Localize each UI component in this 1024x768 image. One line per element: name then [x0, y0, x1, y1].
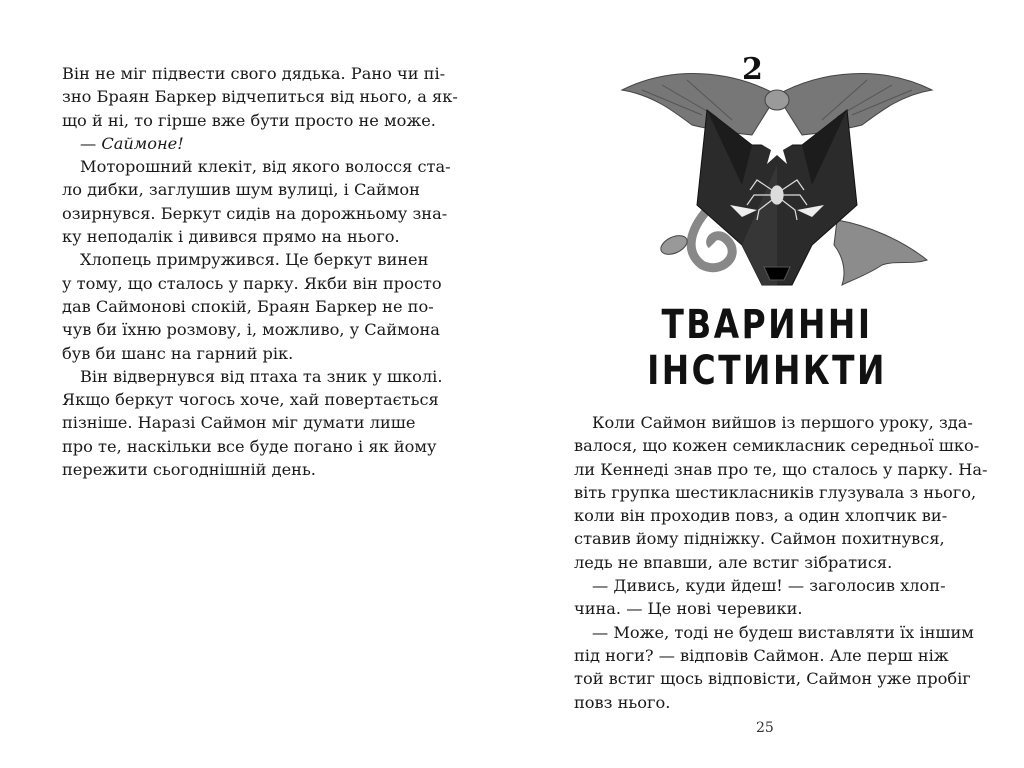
text-line: Хлопець примружився. Це беркут винен: [80, 250, 429, 270]
text-line: ку неподалік і дивився прямо на нього.: [62, 227, 400, 247]
text-line: був би шанс на гарний рік.: [62, 343, 294, 363]
text-line: ло дибки, заглушив шум вулиці, і Саймон: [62, 180, 420, 200]
text-line: ли Кеннеді знав про те, що сталось у парку. На-: [574, 459, 988, 479]
text-line: Коли Саймон вийшов із першого уроку, зда-: [592, 413, 973, 432]
chapter-title-line: ІНСТИНКТИ: [647, 348, 887, 394]
dolphin-icon: [834, 220, 927, 285]
chapter-title-line: ТВАРИННІ: [661, 302, 873, 348]
dialogue-italic: Саймоне!: [101, 133, 184, 153]
text-line: — Дивись, куди йдеш! — заголосив хлоп-: [592, 576, 946, 596]
chapter-title: [607, 302, 927, 394]
page-number: 25: [756, 720, 774, 736]
text-line: валося, що кожен семикласник середньої шко-: [574, 436, 980, 456]
text-line: той встиг щось відповісти, Саймон уже пробіг: [574, 669, 971, 689]
text-line: у тому, що сталось у парку. Якби він просто: [62, 273, 442, 293]
chapter-number: 2: [742, 52, 763, 87]
text-line: пережити сьогоднішній день.: [62, 460, 316, 480]
dialogue-dash: —: [80, 133, 102, 153]
text-line: коли він проходив повз, а один хлопчик ви-: [574, 506, 948, 526]
left-page-text: [62, 62, 458, 481]
text-line: під ноги? — відповів Саймон. Але перш ніж: [574, 645, 949, 665]
text-line: віть групка шестикласників глузувала з нього,: [574, 482, 977, 502]
text-line: Він відвернувся від птаха та зник у школі.: [80, 366, 443, 386]
text-line: чина. — Це нові черевики.: [574, 599, 803, 619]
wolf-eagle-snake-dolphin-emblem: [612, 55, 942, 290]
text-line: повз нього.: [574, 692, 671, 712]
text-line: дав Саймонові спокій, Браян Баркер не по-: [62, 296, 434, 316]
text-line: Моторошний клекіт, від якого волосся ста-: [80, 157, 451, 177]
text-line: ледь не впавши, але встиг зібратися.: [574, 552, 893, 572]
text-line: що й ні, то гірше вже бути просто не може.: [62, 110, 436, 130]
text-line: Він не міг підвести свого дядька. Рано чи пі-: [62, 64, 446, 83]
text-line: про те, наскільки все буде погано і як йому: [62, 436, 437, 456]
text-line: озирнувся. Беркут сидів на дорожньому зна-: [62, 203, 448, 223]
text-line: — Може, тоді не будеш виставляти їх іншим: [592, 622, 974, 642]
text-line: Якщо беркут чогось хоче, хай повертається: [62, 390, 439, 410]
dialogue-line: [62, 132, 455, 155]
eagle-right-wing-icon: [777, 74, 932, 135]
right-page-text: [574, 411, 988, 714]
text-line: пізніше. Наразі Саймон міг думати лише: [62, 413, 416, 433]
right-page: [512, 0, 1024, 768]
text-line: чув би їхню розмову, і, можливо, у Саймона: [62, 320, 440, 340]
text-line: зно Браян Баркер відчепиться від нього, а як-: [62, 87, 458, 107]
eagle-head-icon: [765, 90, 789, 110]
text-line: ставив йому підніжку. Саймон похитнувся,: [574, 529, 945, 549]
